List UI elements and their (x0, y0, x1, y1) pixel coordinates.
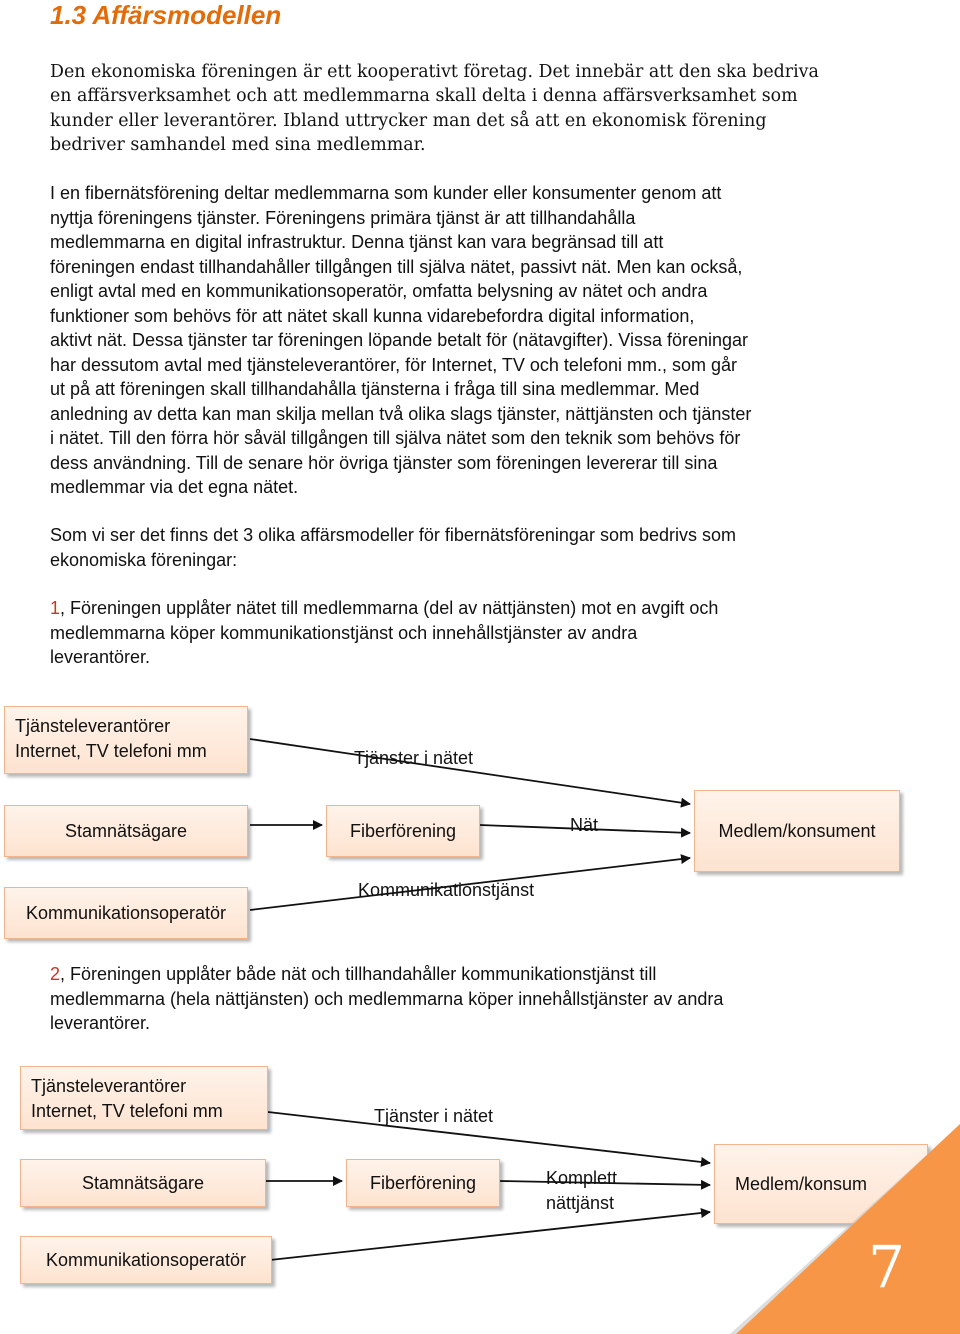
text-line: aktivt nät. Dessa tjänster tar föreningen löpande betalt för (nätavgifter). Vissa föreningar (50, 330, 749, 350)
box-text-line: Tjänsteleverantörer (31, 1076, 187, 1096)
box-text: Kommunikationsoperatör (45, 1249, 247, 1270)
box-text-line: Internet, TV telefoni mm (31, 1101, 223, 1121)
text-line: medlemmar via det egna nätet. (50, 477, 299, 497)
text-line: nyttja föreningens tjänster. Föreningens primära tjänst är att tillhandahålla (50, 207, 636, 228)
text-line: I en fibernätsförening deltar medlemmarna som kunder eller konsumenter genom att (50, 183, 722, 203)
text-line: enligt avtal med en kommunikationsoperatör, omfatta belysning av nätet och andra (50, 281, 708, 301)
box-text: Stamnätsägare (81, 1172, 205, 1193)
label-communication-service: Kommunikationstjänst (358, 880, 535, 900)
text-line: funktioner som behövs för att nätet skall kunna vidarebefordra digital information, (50, 305, 695, 326)
label-network: Nät (570, 815, 599, 835)
label-line: Komplett (546, 1168, 618, 1188)
text-line: dess användning. Till de senare hör övriga tjänster som föreningen levererar till sina (50, 452, 718, 473)
model-number: 1 (50, 598, 61, 618)
text-line: ekonomiska föreningar: (50, 549, 238, 570)
text-line: föreningen endast tillhandahåller tillgången till själva nätet, passivt nät. Men kan också, (50, 256, 743, 277)
text-line: bedriver samhandel med sina medlemmar. (50, 134, 426, 155)
box-text: Fiberförening (349, 820, 457, 841)
section-heading: 1.3 Affärsmodellen (50, 0, 282, 30)
box-text: Medlem/konsument (718, 820, 876, 841)
text-line: medlemmarna köper kommunikationstjänst och innehållstjänster av andra (50, 622, 638, 643)
text-line: Den ekonomiska föreningen är ett kooperativt företag. Det innebär att den ska bedriva (50, 62, 819, 82)
box-text-line: Tjänsteleverantörer (15, 716, 171, 736)
box-text-line: Internet, TV telefoni mm (15, 741, 207, 761)
text-line: har dessutom avtal med tjänsteleverantörer, för Internet, TV och telefoni mm., som går (50, 354, 737, 375)
label-line: nättjänst (546, 1193, 615, 1213)
label-services-in-network: Tjänster i nätet (354, 748, 474, 768)
text-line: en affärsverksamhet och att medlemmarna skall delta i denna affärsverksamhet som (50, 86, 798, 107)
box-text: Stamnätsägare (64, 820, 188, 841)
text-line: Som vi ser det finns det 3 olika affärsmodeller för fibernätsföreningar som bedrivs som (50, 525, 736, 545)
text-line: leverantörer. (50, 647, 151, 667)
box-text: Medlem/konsum (735, 1173, 868, 1194)
text-line: i nätet. Till den förra hör såväl tillgången till själva nätet som den teknik som behövs för (50, 428, 741, 448)
box-text: Fiberförening (369, 1172, 477, 1193)
text-line: ut på att föreningen skall tillhandahålla tjänsterna i fråga till sina medlemmar. Med (50, 379, 700, 399)
label-services-in-network-2: Tjänster i nätet (374, 1106, 494, 1126)
text-line: anledning av detta kan man skilja mellan två olika slags tjänster, nättjänsten och tjänster (50, 403, 752, 424)
page-number: 7 (868, 1233, 905, 1301)
box-text: Kommunikationsoperatör (25, 902, 227, 923)
text-line: leverantörer. (50, 1013, 151, 1033)
model-number: 2 (50, 964, 61, 984)
text-line: medlemmarna en digital infrastruktur. Denna tjänst kan vara begränsad till att (50, 232, 664, 252)
text-line: medlemmarna (hela nättjänsten) och medlemmarna köper innehållstjänster av andra (50, 988, 724, 1009)
model-text: , Föreningen upplåter både nät och tillhandahåller kommunikationstjänst till (60, 964, 657, 984)
text-line: kunder eller leverantörer. Ibland uttrycker man det så att en ekonomisk förening (50, 110, 767, 131)
model-text: , Föreningen upplåter nätet till medlemmarna (del av nättjänsten) mot en avgift och (60, 598, 719, 618)
